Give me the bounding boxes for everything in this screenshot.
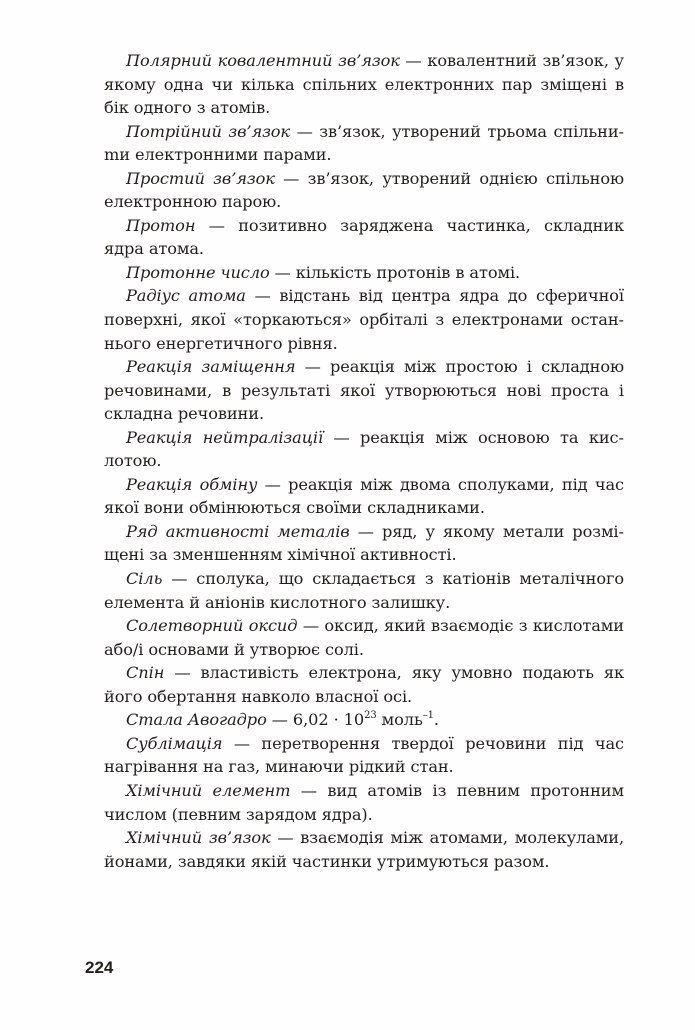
avogadro-period: . (433, 710, 439, 730)
glossary-definition: — реакція між двома сполуками, під час якої вони обмінюються своїми складниками. (104, 474, 624, 518)
glossary-definition: — властивість електрона, яку умовно подають як його обертання навколо власної осі. (104, 663, 624, 706)
glossary-term: Протон (126, 215, 196, 235)
glossary-term: Сублімація (126, 733, 223, 753)
glossary-term: Простий зв’язок (126, 168, 275, 188)
glossary-entry (104, 567, 624, 614)
glossary-entry (104, 167, 624, 214)
glossary-term: Потрійний зв’язок (126, 121, 291, 141)
glossary-entry (104, 473, 624, 520)
avogadro-unit-exponent: –1 (422, 710, 434, 722)
glossary-entry (104, 779, 624, 826)
glossary-entry (104, 732, 624, 779)
glossary-definition: — відстань від центра ядра до сферичної поверхні, якої «торкаються» орбіталі з електронами останнього енергетичного рівня. (104, 286, 624, 353)
glossary-term: Реакція заміщення (126, 357, 296, 377)
glossary-term: Протонне число (126, 262, 270, 282)
glossary-definition: — реакція між основою та кислотою. (104, 427, 624, 471)
glossary-term: Реакція обміну (126, 474, 258, 494)
glossary-definition: — оксид, який взаємодіє з кислотами або/і основами й утворює солі. (104, 616, 624, 659)
glossary-entry (104, 661, 624, 708)
glossary-definition: — сполука, що складається з катіонів металічного елемента й аніонів кислотного залишку. (104, 569, 624, 612)
glossary-term: Солетворний оксид (126, 616, 298, 636)
page-number: 224 (85, 958, 114, 977)
glossary-term: Спін (126, 663, 165, 683)
glossary-definition: — вид атомів із певним протонним числом (певним зарядом ядра). (104, 780, 624, 824)
glossary-term: Хімічний зв’язок (126, 828, 271, 848)
avogadro-value: — 6,02 · 10 (266, 710, 365, 730)
glossary-term: Радіус атома (126, 286, 246, 306)
glossary-entry (104, 214, 624, 261)
glossary-entry-avogadro (104, 708, 624, 732)
glossary-term: Реакція нейтралізації (126, 427, 324, 447)
glossary-entry (104, 520, 624, 567)
glossary-entry (104, 49, 624, 120)
glossary-definition: — позитивно заряджена частинка, складник ядра атома. (104, 215, 624, 259)
glossary-entry (104, 355, 624, 426)
glossary-definition: — реакція між простою і складною речовинами, в результаті якої утворюються нові проста і складна речовини. (104, 357, 624, 424)
glossary-entry (104, 426, 624, 473)
glossary-term: Стала Авогадро (126, 710, 267, 730)
glossary-term: Хімічний елемент (126, 780, 291, 800)
glossary-text (104, 49, 624, 873)
glossary-entry (104, 261, 624, 285)
glossary-definition: — перетворення твердої речовини під час нагрівання на газ, минаючи рідкий стан. (104, 733, 624, 777)
glossary-entry (104, 120, 624, 167)
glossary-definition: — зв’язок, утворений однією спільною електронною парою. (104, 168, 624, 212)
glossary-definition: — зв’язок, утворений трьома спільниmи електронними парами. (104, 121, 624, 165)
glossary-entry (104, 614, 624, 661)
glossary-definition: — ряд, у якому метали розміщені за зменшенням хімічної активності. (104, 521, 624, 565)
avogadro-exponent: 23 (364, 710, 377, 722)
glossary-entry (104, 826, 624, 873)
glossary-definition: — кількість протонів в атомі. (269, 262, 521, 282)
glossary-definition: — взаємодія між атомами, молекулами, йонами, завдяки якій частинки утримуються разом. (104, 828, 624, 871)
glossary-term: Полярний ковалентний зв’язок (126, 51, 400, 70)
glossary-entry (104, 284, 624, 355)
glossary-term: Ряд активності металів (126, 521, 350, 541)
glossary-term: Сіль (126, 569, 163, 589)
avogadro-unit: моль (376, 710, 423, 730)
glossary-definition: — ковалентний зв’язок, у якому одна чи кілька спільних електронних пар зміщені в бік одного з атомів. (104, 51, 624, 118)
